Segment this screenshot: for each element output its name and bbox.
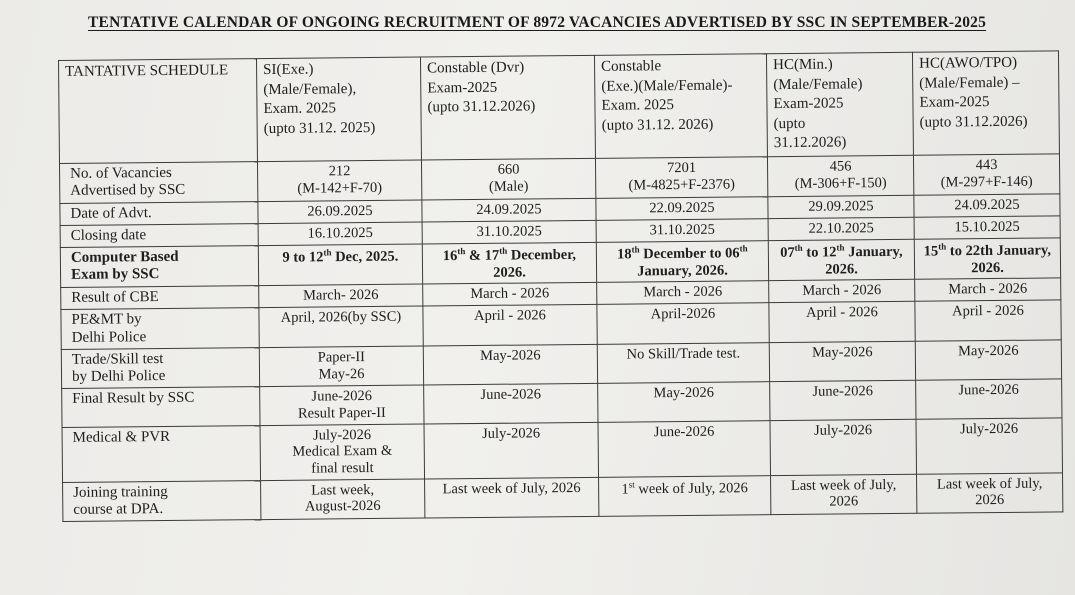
row-label: Date of Advt. [60, 201, 258, 225]
table-cell: May-2026 [423, 344, 597, 385]
header-si-exe: SI(Exe.) (Male/Female), Exam. 2025 (upto 31.12. 2025) [256, 57, 421, 162]
table-cell: 9 to 12th Dec, 2025. [258, 244, 422, 286]
table-cell: May-2026 [915, 340, 1061, 381]
table-cell: 24.09.2025 [422, 198, 596, 222]
table-cell: July-2026 [916, 418, 1063, 474]
table-cell: June-2026 [916, 379, 1062, 419]
table-cell: June-2026 [598, 420, 771, 477]
table-cell: 456 (M-306+F-150) [767, 155, 913, 196]
row-label: Trade/Skill test by Delhi Police [61, 348, 259, 389]
table-cell: Paper-II May-26 [259, 346, 423, 387]
table-cell: March - 2026 [597, 281, 769, 305]
document-title: TENTATIVE CALENDAR OF ONGOING RECRUITMENT OF 8972 VACANCIES ADVERTISED BY SSC IN SEPTEMBER-2025 [88, 14, 987, 31]
table-row-medical [62, 418, 1062, 483]
table-cell: March - 2026 [915, 278, 1061, 302]
header-hc-awo-tpo: HC(AWO/TPO) (Male/Female) – Exam-2025 (upto 31.12.2026) [912, 51, 1059, 155]
table-header-row [59, 51, 1060, 164]
table-cell: May-2026 [769, 341, 915, 382]
table-cell: 31.10.2025 [422, 220, 596, 244]
row-label: Result of CBE [61, 286, 259, 310]
row-label: Medical & PVR [62, 425, 261, 482]
table-cell: April-2026 [597, 303, 769, 344]
table-cell: 22.09.2025 [596, 196, 768, 220]
table-cell: April - 2026 [423, 305, 597, 346]
row-label: Final Result by SSC [62, 387, 260, 427]
table-cell: 26.09.2025 [258, 200, 422, 224]
recruitment-calendar-table [58, 50, 1063, 522]
row-label: PE&MT by Delhi Police [61, 308, 259, 349]
table-cell: June-2026 [424, 384, 598, 424]
table-cell: March - 2026 [423, 283, 597, 307]
table-cell: April - 2026 [769, 302, 915, 343]
table-cell: Last week of July, 2026 [771, 474, 917, 515]
table-row-joining [63, 473, 1063, 522]
row-label: Closing date [60, 223, 258, 247]
table-cell: Last week of July, 2026 [425, 477, 599, 518]
table-cell: 443 (M-297+F-146) [913, 154, 1059, 195]
row-label: Computer Based Exam by SSC [60, 246, 258, 288]
table-cell: 660 (Male) [421, 158, 595, 199]
header-hc-min: HC(Min.) (Male/Female) Exam-2025 (upto 31.12.2026) [766, 52, 913, 156]
table-cell: April, 2026(by SSC) [259, 306, 423, 347]
table-cell: Last week of July, 2026 [917, 473, 1063, 514]
header-constable-dvr: Constable (Dvr) Exam-2025 (upto 31.12.2026) [420, 55, 595, 160]
table-cell: May-2026 [598, 382, 770, 422]
table-cell: March- 2026 [259, 284, 423, 308]
table-cell: 16th & 17th December, 2026. [422, 242, 596, 284]
table-cell: 18th December to 06th January, 2026. [596, 241, 768, 283]
table-cell: 15.10.2025 [914, 216, 1060, 240]
table-cell: 212 (M-142+F-70) [257, 160, 421, 201]
table-cell: April - 2026 [915, 300, 1061, 341]
row-label: Joining training course at DPA. [63, 480, 261, 521]
header-corner: TANTATIVE SCHEDULE [59, 59, 258, 164]
table-cell: June-2026 Result Paper-II [260, 385, 424, 425]
table-cell: June-2026 [770, 381, 916, 421]
table-cell: July-2026 [424, 422, 599, 479]
table-cell: 7201 (M-4825+F-2376) [595, 157, 767, 198]
table-cell: No Skill/Trade test. [597, 343, 769, 384]
table-cell: 29.09.2025 [768, 195, 914, 219]
table-cell: 31.10.2025 [596, 218, 768, 242]
header-constable-exe: Constable (Exe.)(Male/Female)- Exam. 2025 (upto 31.12. 2026) [594, 54, 767, 159]
table-cell: 16.10.2025 [258, 222, 422, 246]
table-cell: 24.09.2025 [914, 193, 1060, 217]
row-label: No. of Vacancies Advertised by SSC [59, 162, 257, 203]
table-cell: July-2026 Medical Exam & final result [260, 424, 425, 481]
table-cell: 15th to 22th January, 2026. [914, 238, 1060, 280]
table-cell: March - 2026 [769, 279, 915, 303]
table-cell: 22.10.2025 [768, 217, 914, 241]
table-cell: Last week, August-2026 [261, 479, 425, 520]
table-cell: July-2026 [770, 419, 917, 475]
table-cell: 07th to 12th January, 2026. [768, 239, 914, 281]
table-cell: 1st week of July, 2026 [599, 475, 771, 516]
